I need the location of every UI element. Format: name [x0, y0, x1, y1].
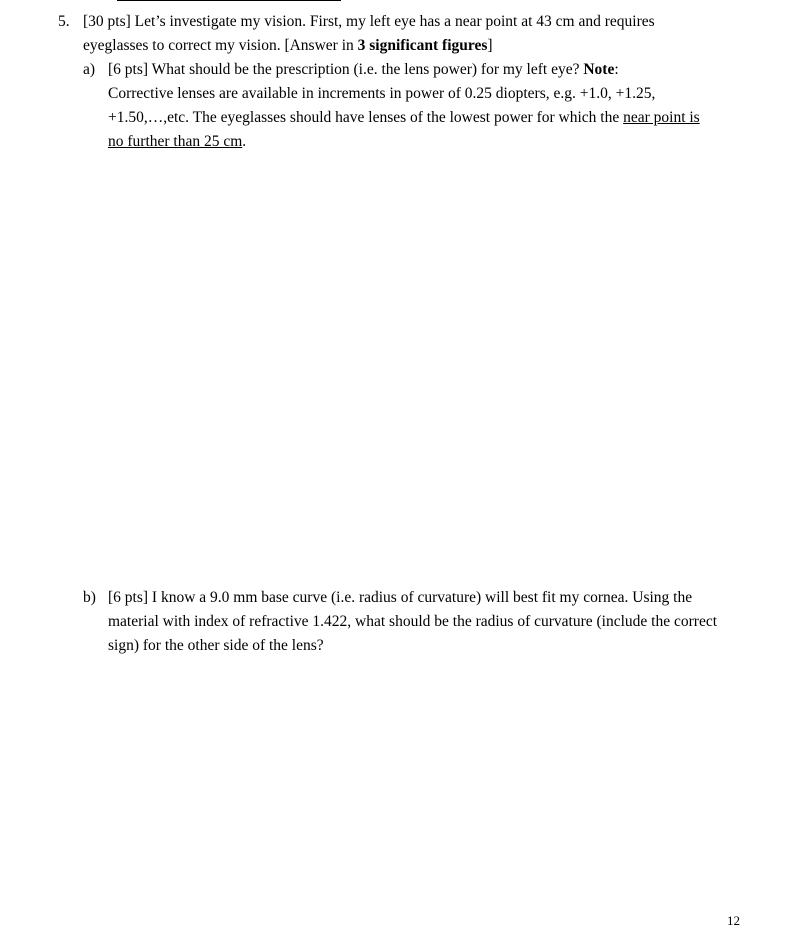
part-a-line-4: [83, 130, 763, 154]
part-a-line-1: [83, 58, 763, 82]
question-text-2-post: ]: [487, 37, 493, 54]
part-b-label: b): [83, 589, 96, 606]
question-text-2-bold: 3 significant figures: [357, 37, 488, 54]
part-b-text-1: [6 pts] I know a 9.0 mm base curve (i.e. radius of curvature) will best fit my cornea. Using the: [108, 589, 693, 606]
part-b-line-3: sign) for the other side of the lens?: [108, 637, 324, 654]
question-line-1: [58, 10, 758, 34]
part-b: [83, 586, 763, 658]
part-a-text-3-pre: +1.50,…,etc. The eyeglasses should have lenses of the lowest power for which the: [108, 109, 624, 126]
part-a-text-3-underlined: near point is: [623, 109, 700, 126]
question-5: [58, 10, 758, 58]
part-b-line-1: [83, 586, 763, 610]
part-a-text-4-post: .: [242, 133, 247, 150]
part-a-line-2: Corrective lenses are available in increments in power of 0.25 diopters, e.g. +1.0, +1.25,: [108, 85, 656, 102]
question-text-2-pre: eyeglasses to correct my vision. [Answer in: [83, 37, 358, 54]
page-number: 12: [727, 913, 740, 928]
question-text-1: [30 pts] Let’s investigate my vision. First, my left eye has a near point at 43 cm and requires: [83, 13, 655, 30]
part-a-text-1-pre: [6 pts] What should be the prescription (i.e. the lens power) for my left eye?: [108, 61, 584, 78]
part-a-note: Note: [583, 61, 615, 78]
question-line-2: [58, 34, 758, 58]
part-b-line-2: material with index of refractive 1.422, what should be the radius of curvature (include the correct: [108, 613, 718, 630]
top-rule: [117, 0, 341, 1]
part-a-line-3: [83, 106, 763, 130]
question-number: 5.: [58, 13, 70, 30]
part-a: [83, 58, 763, 154]
part-a-label: a): [83, 61, 96, 78]
part-a-text-4-underlined: no further than 25 cm: [108, 133, 243, 150]
part-a-text-1-post: :: [614, 61, 619, 78]
